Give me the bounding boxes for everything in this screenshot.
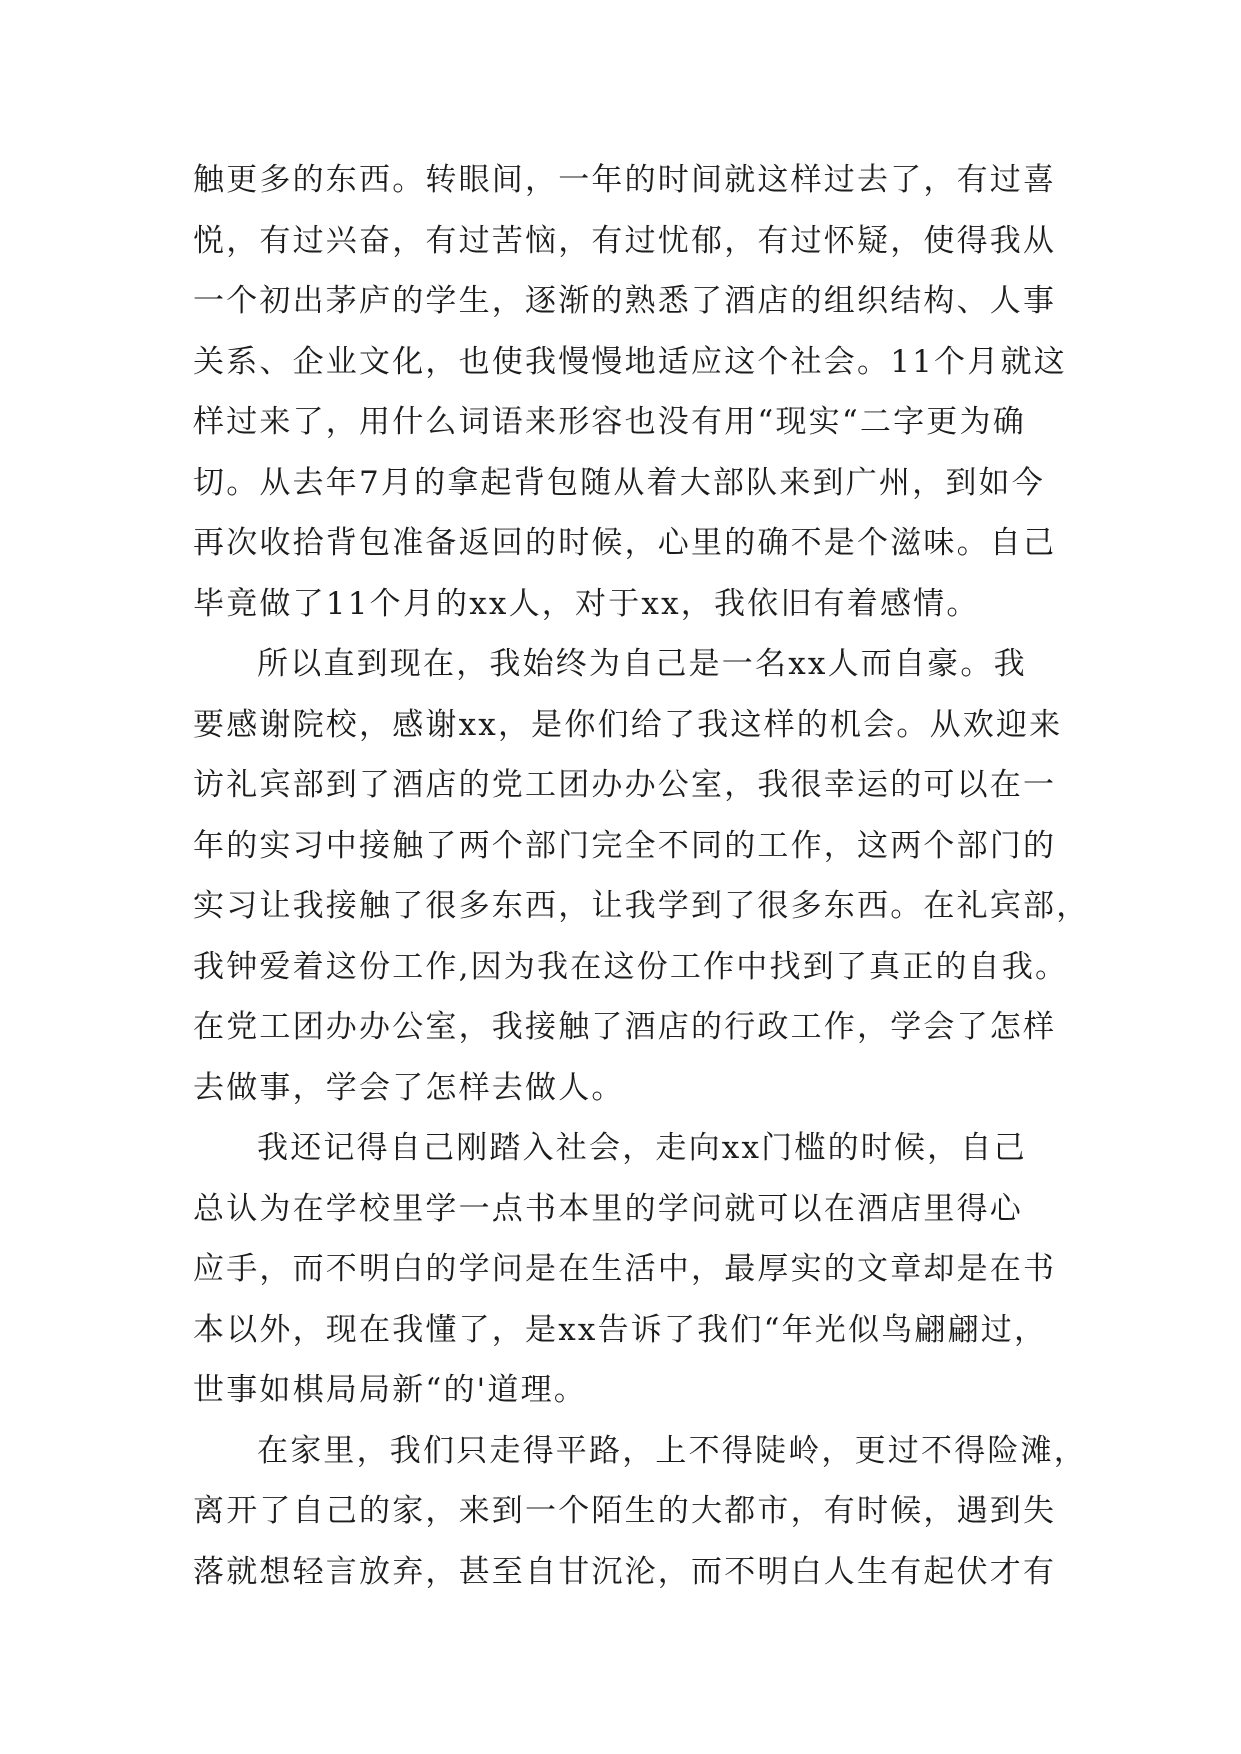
text-line: 触更多的东西。转眼间，一年的时间就这样过去了，有过喜	[193, 162, 1057, 198]
text-line: 总认为在学校里学一点书本里的学问就可以在酒店里得心	[193, 1190, 1023, 1227]
text-line: 样过来了，用什么词语来形容也没有用“现实“二字更为确	[193, 404, 1026, 440]
text-line: 离开了自己的家，来到一个陌生的大都市，有时候，遇到失	[193, 1493, 1057, 1529]
text-line: 所以直到现在，我始终为自己是一名xx人而自豪。我	[257, 646, 1027, 682]
text-line: 落就想轻言放弃，甚至自甘沉沦，而不明白人生有起伏才有	[193, 1553, 1057, 1590]
text-line: 切。从去年7月的拿起背包随从着大部队来到广州，到如今	[193, 464, 1045, 501]
text-line: 访礼宾部到了酒店的党工团办办公室，我很幸运的可以在一	[193, 767, 1057, 803]
text-line: 我还记得自己刚踏入社会，走向xx门槛的时候，自己	[257, 1130, 1027, 1166]
text-line: 年的实习中接触了两个部门完全不同的工作，这两个部门的	[193, 827, 1057, 864]
text-line: 一个初出茅庐的学生，逐渐的熟悉了酒店的组织结构、人事	[193, 283, 1057, 319]
body-text	[193, 160, 1090, 1612]
text-line: 再次收拾背包准备返回的时候，心里的确不是个滋味。自己	[193, 525, 1057, 561]
text-line: 要感谢院校，感谢xx，是你们给了我这样的机会。从欢迎来	[193, 706, 1063, 743]
text-line: 毕竟做了11个月的xx人，对于xx，我依旧有着感情。	[193, 585, 980, 622]
text-line: 本以外，现在我懂了，是xx告诉了我们“年光似鸟翩翩过，	[193, 1311, 1048, 1348]
text-line: 悦，有过兴奋，有过苦恼，有过忧郁，有过怀疑，使得我从	[193, 222, 1057, 259]
text-line: 实习让我接触了很多东西，让我学到了很多东西。在礼宾部，	[193, 888, 1090, 924]
text-line: 在党工团办办公室，我接触了酒店的行政工作，学会了怎样	[193, 1009, 1057, 1045]
text-line: 应手，而不明白的学问是在生活中，最厚实的文章却是在书	[193, 1251, 1057, 1287]
text-line: 关系、企业文化，也使我慢慢地适应这个社会。11个月就这	[193, 343, 1067, 380]
text-line: 去做事，学会了怎样去做人。	[193, 1069, 625, 1106]
text-line: 世事如棋局局新“的'道理。	[193, 1372, 587, 1408]
text-line: 我钟爱着这份工作,因为我在这份工作中找到了真正的自我。	[193, 948, 1069, 985]
text-line: 在家里，我们只走得平路，上不得陡岭，更过不得险滩，	[257, 1432, 1087, 1469]
